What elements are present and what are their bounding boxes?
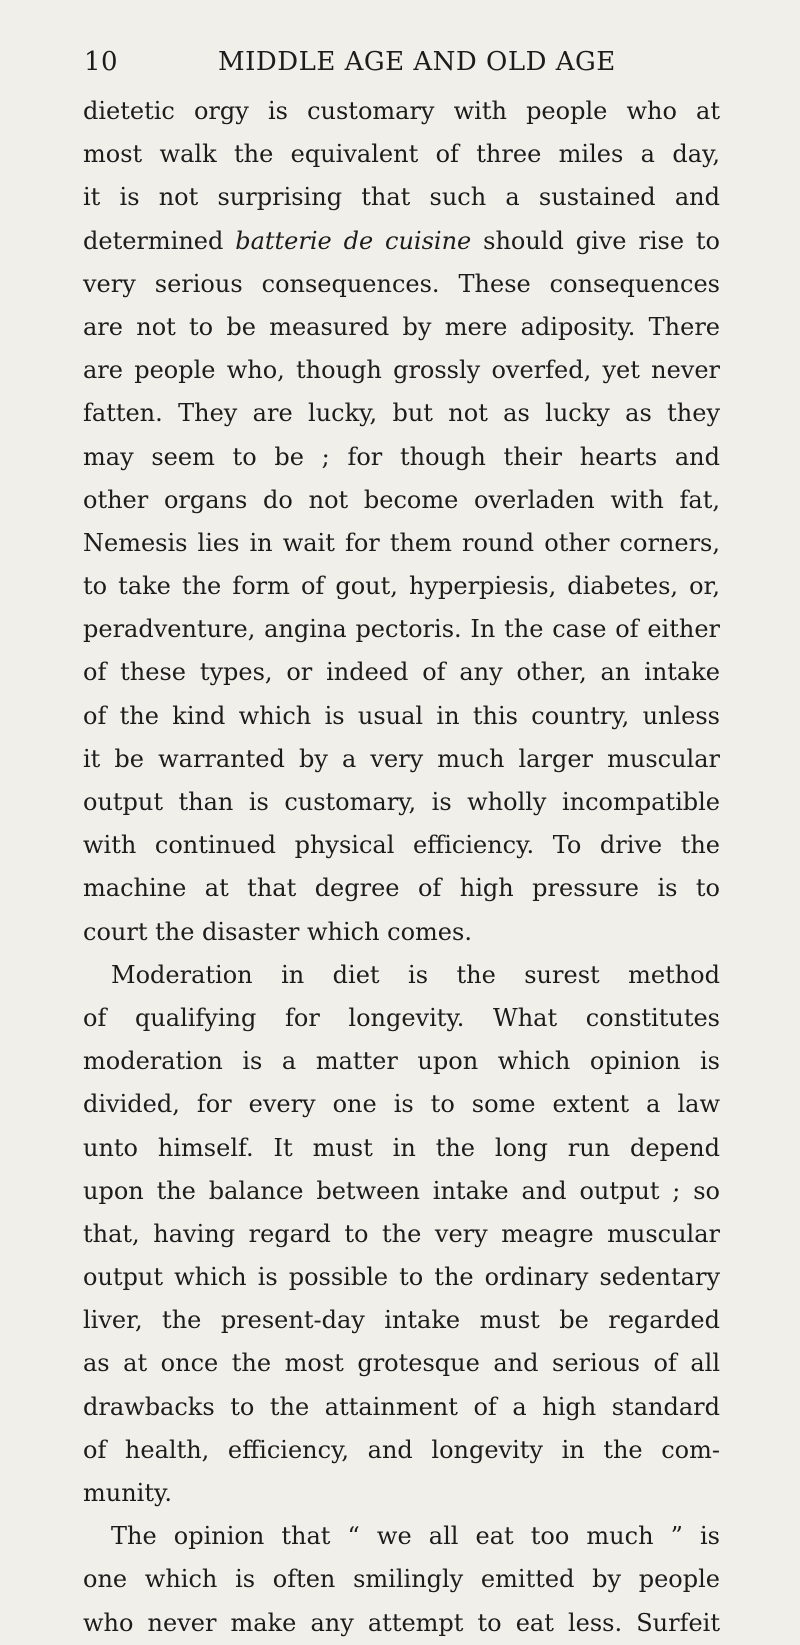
italic-phrase: batterie de cuisine (235, 226, 472, 255)
text-line: of health, efficiency, and longevity in the com- (83, 1435, 720, 1464)
text-line: it be warranted by a very much larger muscular (83, 744, 720, 773)
text-segment: should give rise to (483, 226, 720, 255)
text-line: output which is possible to the ordinary sedentary (83, 1263, 720, 1292)
text-line: it is not surprising that such a sustained and (83, 183, 720, 212)
text-line: court the disaster which comes. (83, 917, 472, 946)
text-line: drawbacks to the attainment of a high standard (83, 1392, 720, 1421)
text-line: moderation is a matter upon which opinion is (83, 1047, 720, 1076)
text-line: munity. (83, 1479, 172, 1507)
text-line: other organs do not become overladen with fat, (83, 485, 720, 514)
text-line: that, having regard to the very meagre muscular (83, 1219, 720, 1248)
text-line: liver, the present-day intake must be regarded (83, 1306, 720, 1335)
body-text (83, 90, 720, 1645)
text-line: may seem to be ; for though their hearts and (83, 442, 720, 471)
running-head (84, 42, 716, 82)
text-line: who never make any attempt to eat less. Surfeit (83, 1608, 720, 1637)
text-line: output than is customary, is wholly incompatible (83, 788, 720, 816)
text-line: as at once the most grotesque and serious of all (83, 1349, 720, 1378)
text-segment: determined (83, 226, 224, 255)
text-line: are not to be measured by mere adiposity. There (83, 312, 720, 341)
text-line: with continued physical efficiency. To drive the (83, 831, 720, 860)
text-line: very serious consequences. These consequences (83, 269, 720, 298)
running-title: MIDDLE AGE AND OLD AGE (218, 47, 616, 77)
text-line: one which is often smilingly emitted by people (83, 1565, 720, 1594)
text-line: of these types, or indeed of any other, an intake (83, 658, 720, 687)
text-line: peradventure, angina pectoris. In the case of either (83, 615, 720, 644)
page-number: 10 (84, 47, 119, 77)
text-line: The opinion that “ we all eat too much ” is (111, 1522, 720, 1551)
text-line: dietetic orgy is customary with people who at (83, 97, 720, 125)
text-line (83, 220, 720, 263)
text-line: fatten. They are lucky, but not as lucky as they (83, 399, 720, 428)
text-line: Nemesis lies in wait for them round other corners, (83, 528, 720, 557)
text-line: divided, for every one is to some extent a law (83, 1090, 720, 1119)
text-line: Moderation in diet is the surest method (111, 960, 720, 989)
text-line: of the kind which is usual in this country, unless (83, 701, 720, 730)
text-line: machine at that degree of high pressure is to (83, 874, 720, 903)
text-line: upon the balance between intake and output ; so (83, 1176, 720, 1205)
text-line: to take the form of gout, hyperpiesis, diabetes, or, (83, 572, 720, 601)
text-line: most walk the equivalent of three miles a day, (83, 140, 720, 169)
text-line: are people who, though grossly overfed, yet never (83, 356, 720, 385)
text-line: unto himself. It must in the long run depend (83, 1133, 720, 1162)
text-line: of qualifying for longevity. What constitutes (83, 1003, 720, 1032)
